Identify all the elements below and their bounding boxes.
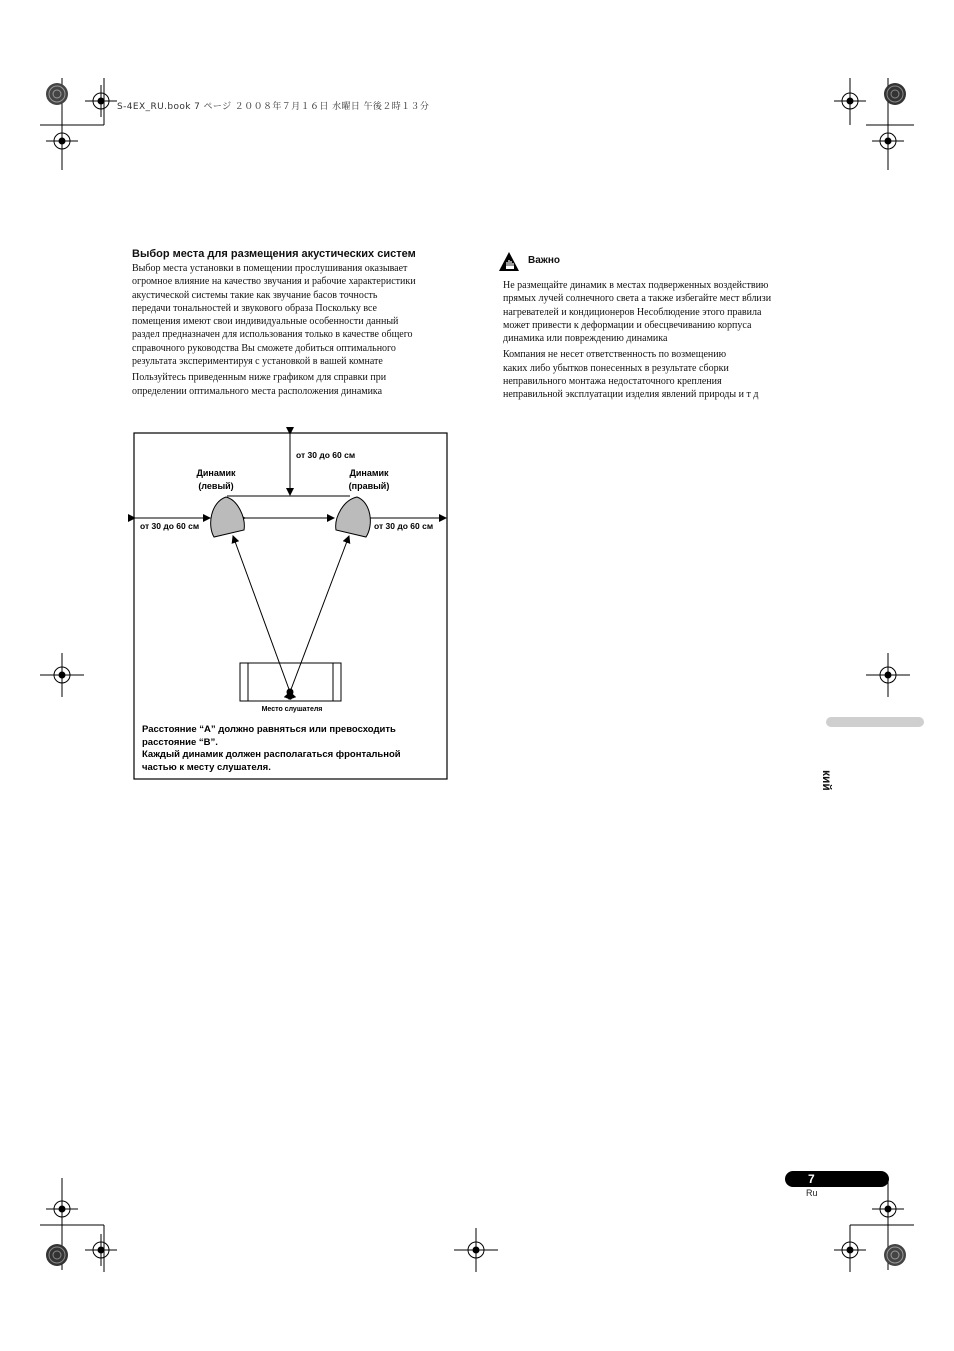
text-line: нагревателей и кондиционеров Несоблюдение этого правила: [503, 306, 762, 318]
top-distance-label: от 30 до 60 см: [296, 450, 356, 460]
listener-label: Место слушателя: [261, 706, 323, 713]
diagram-note-line: Каждый динамик должен располагаться фронтальной: [142, 749, 401, 760]
text-line: Не размещайте динамик в местах подверженных воздействию: [503, 280, 769, 291]
text-line: передачи тональностей и звукового образа Поскольку все: [132, 302, 377, 314]
text-line: акустической системы такие как звучание басов точность: [132, 289, 378, 301]
page-number-badge: [785, 1171, 889, 1187]
left-speaker-shape: [211, 497, 245, 537]
page-language-code: Ru: [806, 1188, 818, 1198]
print-header: S-4EX_RU.book 7 ページ ２００８年７月１６日 水曜日 午後２時１３分: [117, 102, 430, 112]
text-line: Пользуйтесь приведенным ниже графиком для справки при: [132, 372, 387, 384]
right-speaker-label-2: (правый): [348, 481, 390, 491]
text-line: раздел предназначен для использования только в качестве общего: [132, 329, 413, 341]
text-line: результата экспериментируя с установкой в вашей комнате: [132, 356, 383, 368]
section-title: Выбор места для размещения акустических систем: [132, 248, 416, 260]
right-speaker-label: Динамик: [349, 468, 389, 478]
text-line: Компания не несет ответственность по возмещению: [503, 349, 727, 361]
text-line: определении оптимального места расположения динамика: [132, 385, 383, 397]
text-line: прямых лучей солнечного света а также избегайте мест вблизи: [503, 293, 772, 305]
diagram-note-line: частью к месту слушателя.: [142, 762, 271, 773]
text-line: огромное влияние на качество звучания и рабочие характеристики: [132, 276, 416, 288]
important-title: Важно: [528, 255, 561, 266]
diagram-note-line: Расстояние “A” должно равняться или превосходить: [142, 724, 396, 735]
page-number: 7: [808, 1172, 815, 1186]
right-speaker-shape: [336, 497, 371, 537]
text-line: справочного руководства Вы сможете добиться оптимального: [132, 342, 396, 354]
left-speaker-label: Динамик: [196, 468, 236, 478]
language-side-tab: [826, 717, 924, 727]
text-line: может привести к деформации и обесцвечиванию корпуса: [503, 319, 752, 331]
right-listening-line: [290, 536, 349, 692]
text-line: помещения имеют свои индивидуальные особенности данный: [132, 316, 399, 328]
text-line: неправильной эксплуатации изделия явлений природы и т д: [503, 389, 759, 401]
left-listening-line: [233, 536, 290, 692]
right-distance-label: от 30 до 60 см: [374, 521, 434, 531]
left-speaker-label-2: (левый): [198, 481, 234, 491]
left-distance-label: от 30 до 60 см: [140, 521, 200, 531]
text-line: Выбор места установки в помещении прослушивания оказывает: [132, 263, 408, 274]
text-line: динамика или повреждению динамика: [503, 333, 668, 345]
text-line: неправильного монтажа недостаточного крепления: [503, 376, 722, 388]
listener-position-dot: [287, 689, 294, 696]
diagram-note-line: расстояние “B”.: [142, 737, 218, 748]
side-tab-language: кий: [820, 770, 834, 791]
text-line: каких либо убытков понесенных в результате сборки: [503, 362, 729, 374]
